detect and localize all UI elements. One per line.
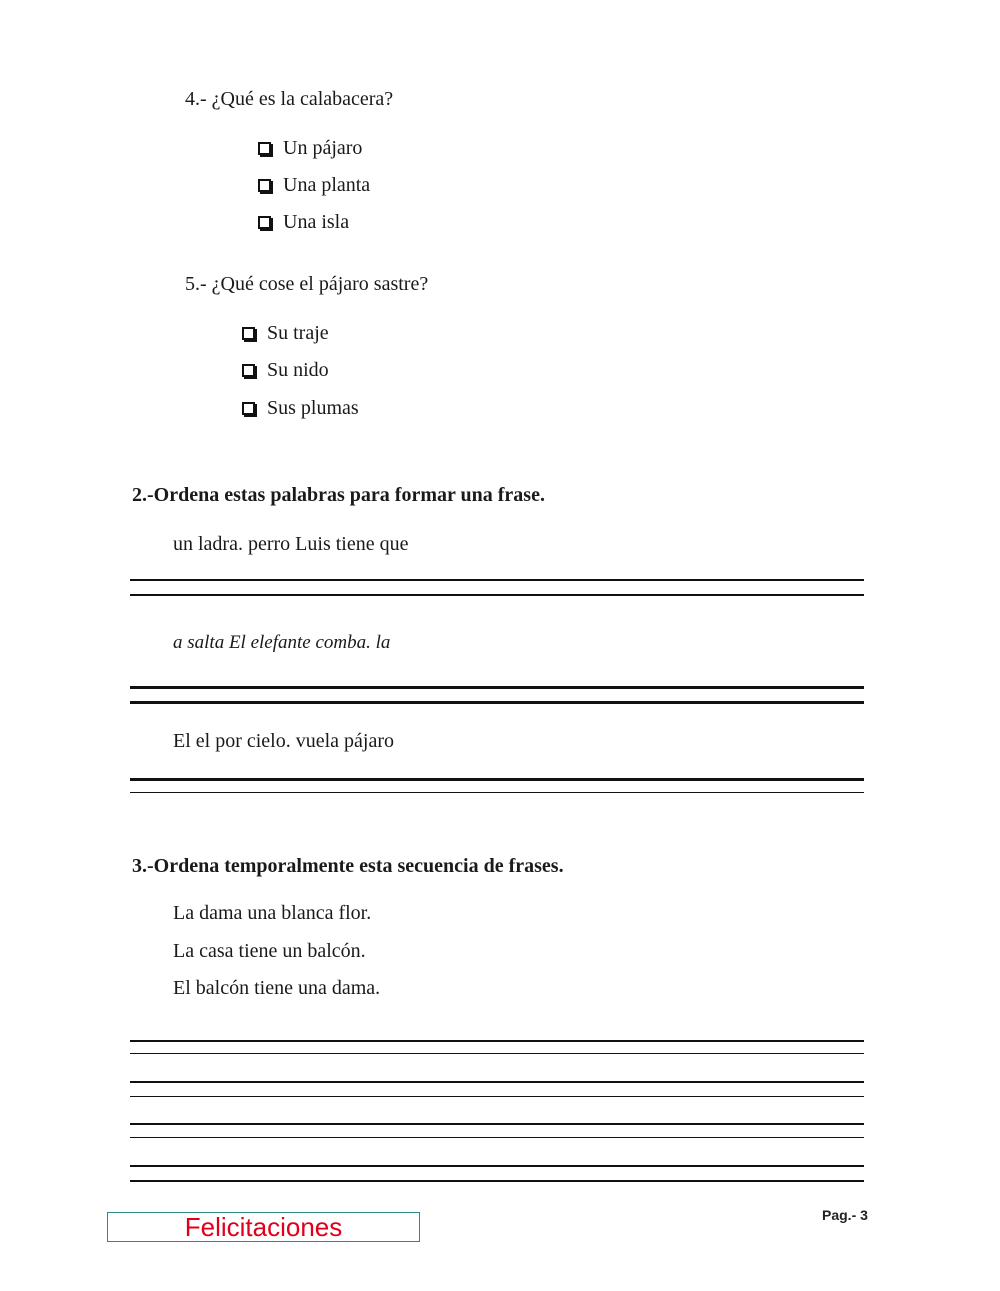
answer-line[interactable] (130, 686, 864, 689)
option-label: Un pájaro (283, 137, 363, 159)
question-4-option-3[interactable] (258, 211, 349, 234)
answer-line[interactable] (130, 1123, 864, 1125)
option-label: Su nido (267, 359, 329, 381)
page-number: Pag.- 3 (822, 1207, 868, 1223)
checkbox-icon[interactable] (258, 142, 271, 155)
section-3-heading: 3.-Ordena temporalmente esta secuencia de frases. (132, 855, 564, 877)
checkbox-icon[interactable] (258, 179, 271, 192)
felicitaciones-button[interactable] (107, 1212, 420, 1242)
question-4-option-2[interactable] (258, 174, 370, 197)
question-5-text: 5.- ¿Qué cose el pájaro sastre? (185, 273, 429, 295)
answer-line[interactable] (130, 1180, 864, 1182)
section-2-heading: 2.-Ordena estas palabras para formar una frase. (132, 484, 545, 506)
answer-line[interactable] (130, 1165, 864, 1167)
question-4-text: 4.- ¿Qué es la calabacera? (185, 88, 394, 110)
checkbox-icon[interactable] (242, 327, 255, 340)
answer-line[interactable] (130, 594, 864, 596)
section-2-sentence-1: un ladra. perro Luis tiene que (173, 533, 409, 555)
question-5-option-2[interactable] (242, 359, 329, 382)
option-label: Una isla (283, 211, 350, 233)
checkbox-icon[interactable] (258, 216, 271, 229)
answer-line[interactable] (130, 1096, 864, 1097)
section-2-sentence-2: a salta El elefante comba. la (173, 632, 391, 653)
felicitaciones-label: Felicitaciones (184, 1212, 343, 1242)
answer-line[interactable] (130, 701, 864, 704)
option-label: Una planta (283, 174, 371, 196)
question-5-option-1[interactable] (242, 322, 329, 345)
section-2-sentence-3: El el por cielo. vuela pájaro (173, 730, 395, 752)
option-label: Sus plumas (267, 397, 359, 419)
checkbox-icon[interactable] (242, 364, 255, 377)
section-3-sentence-2: La casa tiene un balcón. (173, 940, 366, 962)
section-3-sentence-1: La dama una blanca flor. (173, 902, 372, 924)
answer-line[interactable] (130, 1137, 864, 1138)
answer-line[interactable] (130, 792, 864, 793)
answer-line[interactable] (130, 778, 864, 781)
answer-line[interactable] (130, 1053, 864, 1054)
answer-line[interactable] (130, 579, 864, 581)
checkbox-icon[interactable] (242, 402, 255, 415)
question-4-option-1[interactable] (258, 137, 362, 160)
answer-line[interactable] (130, 1081, 864, 1083)
answer-line[interactable] (130, 1040, 864, 1042)
section-3-sentence-3: El balcón tiene una dama. (173, 977, 381, 999)
option-label: Su traje (267, 322, 329, 344)
question-5-option-3[interactable] (242, 397, 359, 420)
